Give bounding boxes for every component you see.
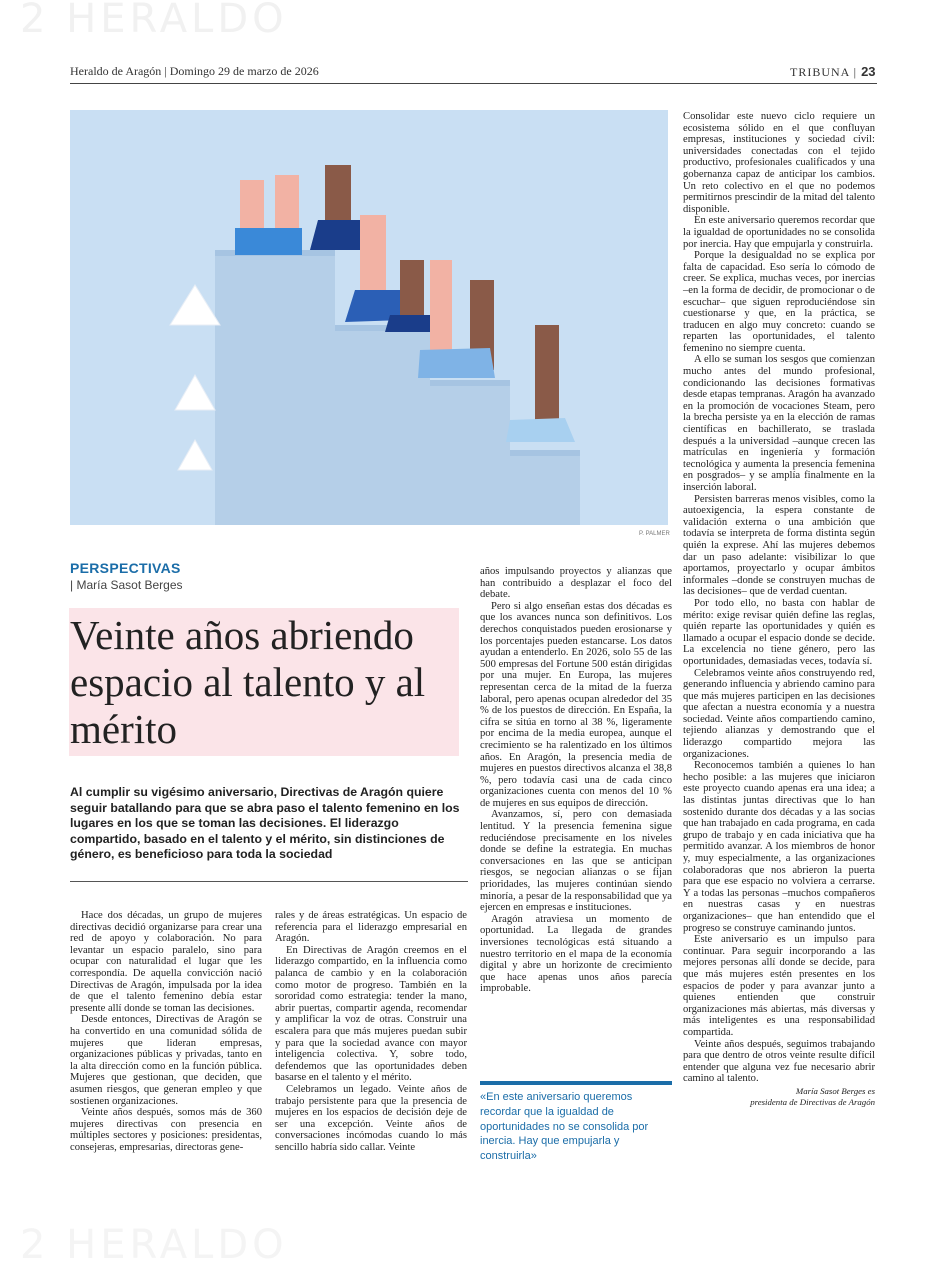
header-rule [70,83,877,84]
body-column-1 [70,910,262,1153]
body-column-4 [683,111,875,1108]
paragraph: Reconocemos también a quienes lo han hecho posible: a las mujeres que iniciaron este proyecto cuando apenas era una idea; a las distintas juntas directivas que lo han sostenido durante dos décadas y a las socias que han trabajado en cada programa, en cada grupo de trabajo y en cada iniciativa que ha permitido avanzar. A los miembros de honor y, muy especialmente, a las organizaciones colaboradoras que nos abrieron la puerta para que ese espacio no volviera a cerrarse. Y a todas las personas –muchos compañeros en nuestras casas y en nuestras organizaciones– que han entendido que el progreso se construye caminando juntos. [683,760,875,934]
paragraph: Desde entonces, Directivas de Aragón se ha convertido en una comunidad sólida de mujeres que lideran empresas, organizaciones públicas y privadas, tanto en la alta dirección como en la función pública. Mujeres que gestionan, que deciden, que asumen riesgos, que generan empleo y que sostienen organizaciones. [70,1014,262,1107]
body-column-3 [480,566,672,995]
signature-name: María Sasot Berges es [795,1085,875,1096]
paragraph: A ello se suman los sesgos que comienzan mucho antes del mundo profesional, condicionando las decisiones formativas desde etapas tempranas. Aragón ha avanzado en la promoción de vocaciones Steam, pero la brecha persiste ya en la elección de ramas científicas en bachillerato, se traslada después a la universidad –aunque crecen las matrículas en ingeniería y formación tecnológica y aumenta la presencia femenina en posgrados– y se amplía finalmente en la inserción laboral. [683,354,875,493]
body-column-2 [275,910,467,1153]
pull-quote-rule [480,1081,672,1085]
paragraph: Hace dos décadas, un grupo de mujeres directivas decidió organizarse para crear una red de apoyo y colaboración. No para levantar un espacio paralelo, sino para ocupar con naturalidad el lugar que les correspondía. De aquella convicción nació Directivas de Aragón, impulsada por la idea de que el talento femenino debía estar presente allí donde se toman las decisiones. [70,910,262,1014]
paragraph: Por todo ello, no basta con hablar de mérito: exige revisar quién define las reglas, quién reparte las oportunidades y quién es llamado a ocupar el espacio donde se decide. La excelencia no tiene género, pero las oportunidades, demasiadas veces, todavía sí. [683,597,875,667]
signature-role: presidenta de Directivas de Aragón [750,1096,875,1107]
paragraph: Avanzamos, sí, pero con demasiada lentitud. Y la presencia femenina sigue reduciéndose precisamente en los niveles donde se define la estrategia. En muchas conversaciones en las que se anticipan riesgos, se negocian alianzas o se fijan prioridades, las mujeres continúan siendo minoría, a pesar de la responsabilidad que ya ejercen en empresas e instituciones. [480,809,672,914]
ghost-bleed-text-bottom: 2 HERALDO [20,1222,288,1268]
article-title: Veinte años abriendo espacio al talento y al mérito [70,612,426,752]
lead-rule [70,881,468,882]
paragraph: En este aniversario queremos recordar que la igualdad de oportunidades no se consolida por inercia. Hay que empujarla y construirla. [683,215,875,250]
paragraph: rales y de áreas estratégicas. Un espacio de referencia para el liderazgo empresarial en Aragón. [275,910,467,945]
ghost-bleed-text: 2 HERALDO [20,0,288,42]
newspaper-name: Heraldo de Aragón [70,64,162,78]
section-name: TRIBUNA [790,65,850,79]
author-byline: | María Sasot Berges [70,578,183,592]
illustration-credit: P. PALMER [639,531,670,537]
paragraph: años impulsando proyectos y alianzas que han contribuido a desplazar el foco del debate. [480,566,672,601]
article-lead: Al cumplir su vigésimo aniversario, Directivas de Aragón quiere seguir batallando para que se abra paso el talento femenino en los lugares en los que se toman las decisiones. El liderazgo compartido, basado en el talento y el mérito, sin distinciones de género, es beneficioso para toda la sociedad [70,785,460,861]
paragraph: Este aniversario es un impulso para continuar. Para seguir incorporando a las mejores personas allí donde se decide, para que más mujeres estén presentes en los espacios de poder y para avanzar junto a quienes entienden que construir organizaciones más abiertas, más diversas y más inteligentes es una responsabilidad compartida. [683,934,875,1038]
paragraph: Aragón atraviesa un momento de oportunidad. La llegada de grandes inversiones tecnológicas está situando a nuestro territorio en el mapa de la economía digital y abre un horizonte de crecimiento que hace apenas unos años parecía improbable. [480,913,672,995]
paragraph: En Directivas de Aragón creemos en el liderazgo compartido, en la influencia como palanca de cambio y en la colaboración como motor de progreso. También en la sororidad como estrategia: tender la mano, abrir puertas, compartir agenda, recomendar y amplificar la voz de otras. Construir una escalera para que más mujeres puedan subir y para que la sociedad avance con mayor inteligencia colectiva. Y, sobre todo, defendemos que las oportunidades deben basarse en el talento y el mérito. [275,944,467,1084]
pull-quote: «En este aniversario queremos recordar que la igualdad de oportunidades no se consolida por inercia. Hay que empujarla y construirla» [480,1091,649,1163]
page-header-right [790,64,876,80]
paragraph: Porque la desigualdad no se explica por falta de capacidad. Eso sería lo cómodo de creer. Se explica, muchas veces, por inercias –en la forma de decidir, de promocionar o de escuchar– que siguen reproduciéndose sin cuestionarse y que, en la práctica, se traducen en algo muy concreto: cuando se reparten las oportunidades, el talento femenino no siempre cuenta. [683,250,875,354]
paragraph: Consolidar este nuevo ciclo requiere un ecosistema sólido en el que confluyan empresas, instituciones y sociedad civil: universidades conectadas con el tejido productivo, profesionales cualificados y una gobernanza capaz de anticipar los cambios. Un reto colectivo en el que no podemos permitirnos prescindir de la mitad del talento disponible. [683,111,875,215]
signature [683,1086,875,1108]
illustration-staircase [70,110,668,525]
paragraph: Veinte años después, somos más de 360 mujeres directivas con presencia en múltiples sectores y posiciones: presidentas, consejeras, empresarias, directoras gene- [70,1107,262,1153]
paragraph: Persisten barreras menos visibles, como la autoexigencia, la espera constante de validación externa o una ambición que todavía se interpreta de forma distinta según quién la exprese. Ahí las mujeres debemos dar un paso adelante: visibilizar lo que aportamos, proyectarlo y ocupar ámbitos informales –donde se construyen muchas de las decisiones– que de verdad cuentan. [683,493,875,598]
author-name: María Sasot Berges [76,578,183,592]
header-separator: | [853,65,862,79]
paragraph: Celebramos un legado. Veinte años de trabajo persistente para que la presencia de mujeres en los espacios de decisión deje de ser una excepción. Veinte años de conversaciones incómodas cuando lo más sencillo habría sido callar. Veinte [275,1083,467,1153]
page-number: 23 [861,64,876,79]
header-separator: | [164,64,170,78]
paragraph: Pero si algo enseñan estas dos décadas es que los avances nunca son definitivos. Los derechos conquistados pueden erosionarse y los porcentajes pueden estancarse. Los datos ayudan a entenderlo. En 2026, solo 55 de las 500 empresas del Fortune 500 están dirigidas por una mujer. En Europa, las mujeres representan cerca de la mitad de la fuerza laboral, pero apenas ocupan alrededor del 35 % de los puestos de dirección. En España, la cifra se sitúa en torno al 38 %, ligeramente por encima de la media europea, aunque el crecimiento se ha ralentizado en los últimos años. En Aragón, la presencia media de mujeres en puestos directivos alcanza el 38,8 %, pero todavía casi una de cada cinco organizaciones cuenta con menos del 10 % de mujeres en sus equipos de dirección. [480,600,672,809]
issue-date: Domingo 29 de marzo de 2026 [169,64,319,78]
page-header-left [70,64,319,79]
section-label: PERSPECTIVAS [70,560,181,576]
paragraph: Veinte años después, seguimos trabajando para que dentro de otros veinte resulte difícil entender que alguna vez fue necesario abrir camino al talento. [683,1038,875,1085]
paragraph: Celebramos veinte años construyendo red, generando influencia y abriendo camino para que más mujeres participen en las decisiones que afectan a nuestra economía y a nuestra sociedad. Veinte años compartiendo camino, tejiendo alianzas y demostrando que el liderazgo compartido mejora las organizaciones. [683,667,875,760]
